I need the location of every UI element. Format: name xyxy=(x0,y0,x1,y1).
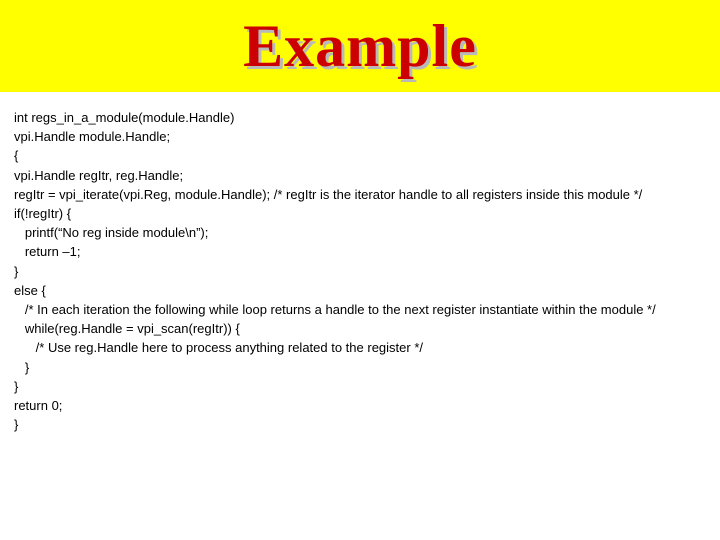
code-line: /* Use reg.Handle here to process anything related to the register */ xyxy=(14,340,423,356)
code-line: { xyxy=(14,148,19,164)
code-line: return 0; xyxy=(14,398,63,414)
code-line: if(!regItr) { xyxy=(14,206,72,222)
code-line: int regs_in_a_module(module.Handle) xyxy=(14,110,235,125)
code-line: } xyxy=(14,378,19,394)
code-line: } xyxy=(14,263,19,279)
slide-title: Example xyxy=(243,13,477,79)
code-line: while(reg.Handle = vpi_scan(regItr)) { xyxy=(14,321,240,337)
code-line: vpi.Handle regItr, reg.Handle; xyxy=(14,167,184,183)
code-line: regItr = vpi_iterate(vpi.Reg, module.Handle); /* regItr is the iterator handle to all registers inside this module */ xyxy=(14,186,643,202)
code-line: /* In each iteration the following while loop returns a handle to the next register instantiate within the module */ xyxy=(14,302,656,318)
code-line: else { xyxy=(14,282,46,298)
code-line: vpi.Handle module.Handle; xyxy=(14,129,171,145)
code-line: return –1; xyxy=(14,244,81,260)
code-line: } xyxy=(14,417,19,433)
code-line: } xyxy=(14,359,30,375)
code-line: printf(“No reg inside module\n”); xyxy=(14,225,209,241)
code-block xyxy=(14,108,704,434)
